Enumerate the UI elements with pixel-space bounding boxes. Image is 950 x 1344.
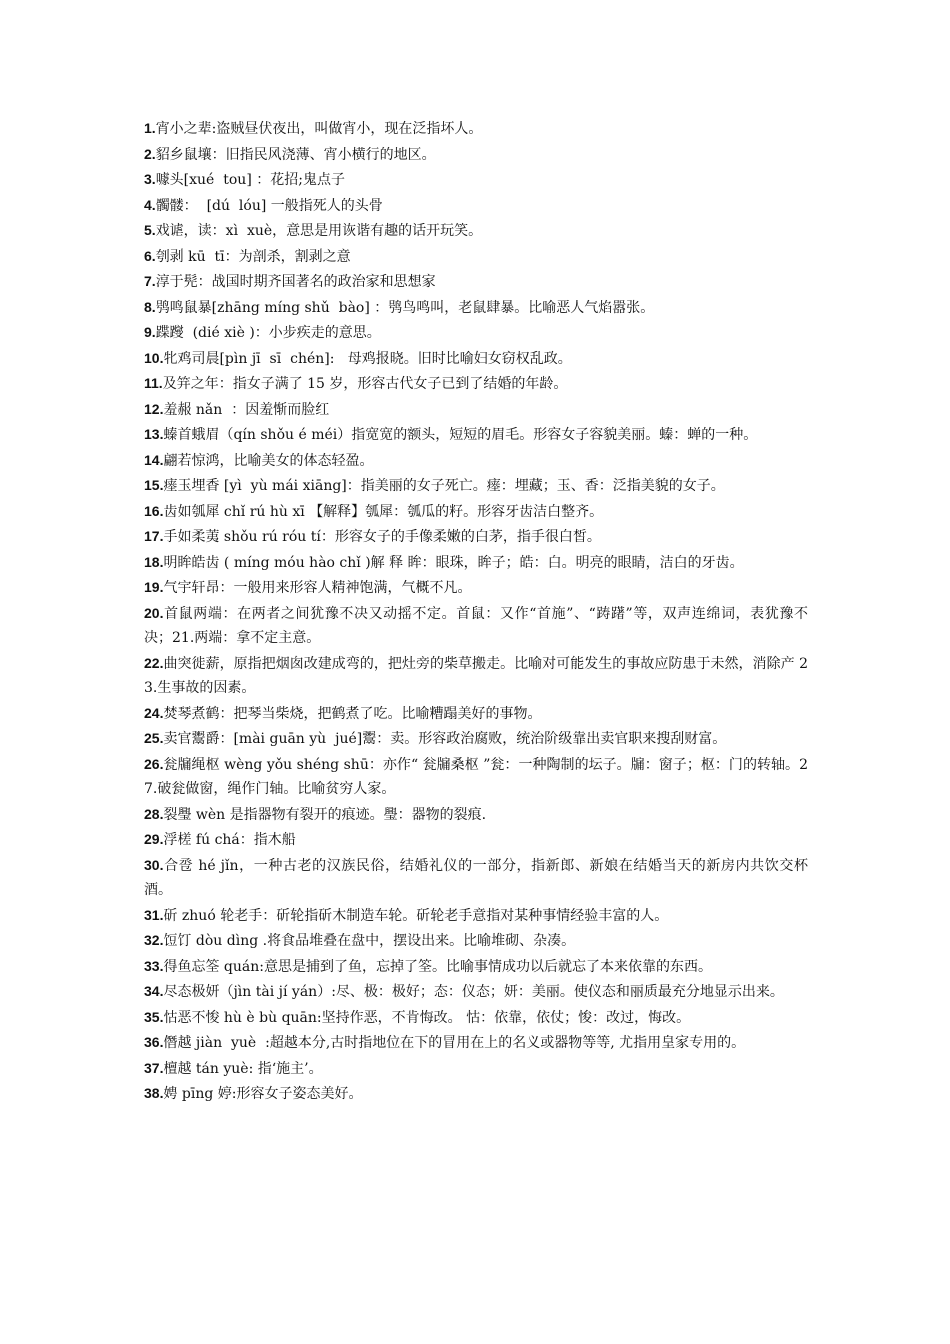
entry-text: 檀越 tán yuè: 指‘施主’。 xyxy=(163,1060,323,1077)
vocab-entry xyxy=(144,550,808,576)
entry-text: 淳于髡：战国时期齐国著名的政治家和思想家 xyxy=(155,274,436,290)
entry-text: 合卺 hé jǐn，一种古老的汉族民俗，结婚礼仪的一部分，指新郎、新娘在结婚当天的新房内共饮交杯酒。 xyxy=(144,857,808,898)
entry-text: 饾饤 dòu dìng .将食品堆叠在盘中，摆设出来。比喻堆砌、杂凑。 xyxy=(163,933,576,949)
vocab-entry xyxy=(144,701,808,727)
entry-text: 翩若惊鸿，比喻美女的体态轻盈。 xyxy=(163,452,374,469)
vocab-entry xyxy=(144,193,808,219)
entry-text: 娉 pīng 婷:形容女子姿态美好。 xyxy=(163,1086,363,1102)
entry-number: 25. xyxy=(144,730,164,746)
vocab-entry xyxy=(144,752,808,802)
entry-number: 4. xyxy=(144,196,156,213)
entry-number: 9. xyxy=(144,324,156,340)
entry-number: 8. xyxy=(144,298,156,315)
entry-text: 瓮牖绳枢 wèng yǒu shéng shū：亦作“ 瓮牖桑枢 ”瓮：一种陶制的坛子。牖：窗子；枢：门的转轴。27.破瓮做窗，绳作门轴。比喻贫穷人家。 xyxy=(144,756,808,797)
entry-number: 32. xyxy=(144,932,164,948)
entry-text: 怙恶不悛 hù è bù quān:坚持作恶，不肯悔改。 怙：依靠，依仗；悛：改过，悔改。 xyxy=(163,1009,691,1026)
vocab-entry xyxy=(144,473,808,499)
entry-number: 13. xyxy=(144,426,164,442)
vocab-entry xyxy=(144,827,808,853)
vocab-entry xyxy=(144,116,808,142)
entry-text: 首鼠两端：在两者之间犹豫不决又动摇不定。首鼠：又作“首施”、“踌躇”等，双声连绵词，表犹豫不决；21.两端：拿不定主意。 xyxy=(144,605,808,646)
entry-text: 噱头[xué tou] ：花招;鬼点子 xyxy=(155,172,345,188)
entry-number: 10. xyxy=(144,349,164,366)
entry-text: 齿如瓠犀 chǐ rú hù xī 【解释】瓠犀：瓠瓜的籽。形容牙齿洁白整齐。 xyxy=(163,503,604,520)
entry-number: 29. xyxy=(144,831,164,847)
vocab-entry xyxy=(144,575,808,601)
vocab-entry xyxy=(144,448,808,474)
entry-number: 14. xyxy=(144,451,164,468)
entry-text: 得鱼忘筌 quán:意思是捕到了鱼，忘掉了筌。比喻事情成功以后就忘了本来依靠的东西。 xyxy=(163,958,712,975)
vocab-entry xyxy=(144,726,808,752)
entry-text: 瘗玉埋香 [yì yù mái xiāng]：指美丽的女子死亡。瘗：埋藏；玉、香：泛指美貌的女子。 xyxy=(163,478,725,494)
entry-number: 37. xyxy=(144,1059,164,1076)
entry-text: 鸮鸣鼠暴[zhāng míng shǔ bào] ：鸮鸟鸣叫，老鼠肆暴。比喻恶人气焰嚣张。 xyxy=(155,299,655,316)
vocab-entry xyxy=(144,601,808,651)
entry-number: 6. xyxy=(144,247,156,264)
entry-number: 31. xyxy=(144,906,164,923)
entry-text: 气宇轩昂：一般用来形容人精神饱满，气概不凡。 xyxy=(163,580,472,596)
vocab-entry xyxy=(144,320,808,346)
vocab-entry xyxy=(144,269,808,295)
vocab-entry xyxy=(144,853,808,903)
vocab-entry xyxy=(144,422,808,448)
vocab-entry xyxy=(144,499,808,525)
entry-number: 26. xyxy=(144,755,164,772)
entry-text: 手如柔荑 shǒu rú róu tí：形容女子的手像柔嫩的白茅，指手很白皙。 xyxy=(163,529,601,545)
document-body xyxy=(144,116,808,1107)
vocab-entry xyxy=(144,651,808,701)
entry-text: 明眸皓齿 ( míng móu hào chǐ )解 释 眸：眼珠，眸子；皓：白。明亮的眼睛，洁白的牙齿。 xyxy=(163,554,744,571)
entry-number: 18. xyxy=(144,553,164,570)
vocab-entry xyxy=(144,1056,808,1082)
entry-number: 33. xyxy=(144,957,164,974)
entry-text: 宵小之辈:盗贼昼伏夜出，叫做宵小，现在泛指坏人。 xyxy=(155,121,483,137)
entry-text: 浮槎 fú chá：指木船 xyxy=(163,832,296,848)
entry-text: 戏谑，读：xì xuè，意思是用诙谐有趣的话开玩笑。 xyxy=(155,223,483,239)
vocab-entry xyxy=(144,802,808,828)
entry-text: 卖官鬻爵：[mài guān yù jué]鬻：卖。形容政治腐败，统治阶级靠出卖官职来搜刮财富。 xyxy=(163,731,727,747)
entry-number: 24. xyxy=(144,704,164,721)
entry-number: 36. xyxy=(144,1034,164,1050)
vocab-entry xyxy=(144,397,808,423)
entry-number: 38. xyxy=(144,1085,164,1101)
entry-number: 35. xyxy=(144,1008,164,1025)
entry-text: 髑髅： [dú lóu] 一般指死人的头骨 xyxy=(155,197,383,214)
entry-text: 牝鸡司晨[pìn jī sī chén]: 母鸡报晓。旧时比喻妇女窃权乱政。 xyxy=(163,350,572,367)
entry-text: 焚琴煮鹤：把琴当柴烧，把鹤煮了吃。比喻糟蹋美好的事物。 xyxy=(163,705,542,722)
entry-number: 11. xyxy=(144,375,163,391)
vocab-entry xyxy=(144,295,808,321)
entry-number: 7. xyxy=(144,273,156,289)
entry-number: 15. xyxy=(144,477,164,493)
vocab-entry xyxy=(144,524,808,550)
entry-text: 裂璺 wèn 是指器物有裂开的痕迹。璺：器物的裂痕. xyxy=(163,806,487,823)
entry-text: 尽态极妍（jìn tài jí yán）:尽、极：极好；态：仪态；妍：美丽。使仪态和丽质最充分地显示出来。 xyxy=(163,984,784,1000)
entry-text: 刳剥 kū tī：为剖杀，割剥之意 xyxy=(155,248,351,265)
entry-text: 貂乡鼠壤：旧指民风浇薄、宵小横行的地区。 xyxy=(155,146,436,163)
vocab-entry xyxy=(144,346,808,372)
entry-number: 12. xyxy=(144,400,164,417)
vocab-entry xyxy=(144,903,808,929)
entry-text: 羞赧 nǎn ：因羞惭而脸红 xyxy=(163,401,330,418)
vocab-entry xyxy=(144,371,808,397)
entry-text: 斫 zhuó 轮老手：斫轮指斫木制造车轮。斫轮老手意指对某种事情经验丰富的人。 xyxy=(163,907,669,924)
entry-number: 19. xyxy=(144,579,164,595)
vocab-entry xyxy=(144,1005,808,1031)
vocab-entry xyxy=(144,142,808,168)
entry-number: 1. xyxy=(144,120,156,136)
entry-number: 34. xyxy=(144,983,164,999)
vocab-entry xyxy=(144,979,808,1005)
vocab-entry xyxy=(144,218,808,244)
vocab-entry xyxy=(144,167,808,193)
entry-number: 3. xyxy=(144,171,156,187)
vocab-entry xyxy=(144,244,808,270)
entry-text: 曲突徙薪，原指把烟囱改建成弯的，把灶旁的柴草搬走。比喻对可能发生的事故应防患于未然，消除产 23.生事故的因素。 xyxy=(144,655,808,696)
vocab-entry xyxy=(144,954,808,980)
entry-number: 22. xyxy=(144,654,164,671)
entry-text: 及笄之年：指女子满了 15 岁，形容古代女子已到了结婚的年龄。 xyxy=(162,376,568,392)
vocab-entry xyxy=(144,928,808,954)
entry-number: 30. xyxy=(144,856,164,873)
entry-number: 2. xyxy=(144,145,156,162)
entry-number: 5. xyxy=(144,222,156,238)
vocab-entry xyxy=(144,1081,808,1107)
entry-number: 28. xyxy=(144,805,164,822)
entry-text: 螓首蛾眉（qín shǒu é méi）指宽宽的额头，短短的眉毛。形容女子容貌美丽。螓：蝉的一种。 xyxy=(163,427,758,443)
entry-number: 20. xyxy=(144,604,164,621)
vocab-entry xyxy=(144,1030,808,1056)
entry-number: 16. xyxy=(144,502,164,519)
entry-number: 17. xyxy=(144,528,164,544)
entry-text: 蹀躞 (dié xiè )：小步疾走的意思。 xyxy=(155,325,381,341)
entry-text: 僭越 jiàn yuè :超越本分,古时指地位在下的冒用在上的名义或器物等等, 尤指用皇家专用的。 xyxy=(163,1035,746,1051)
